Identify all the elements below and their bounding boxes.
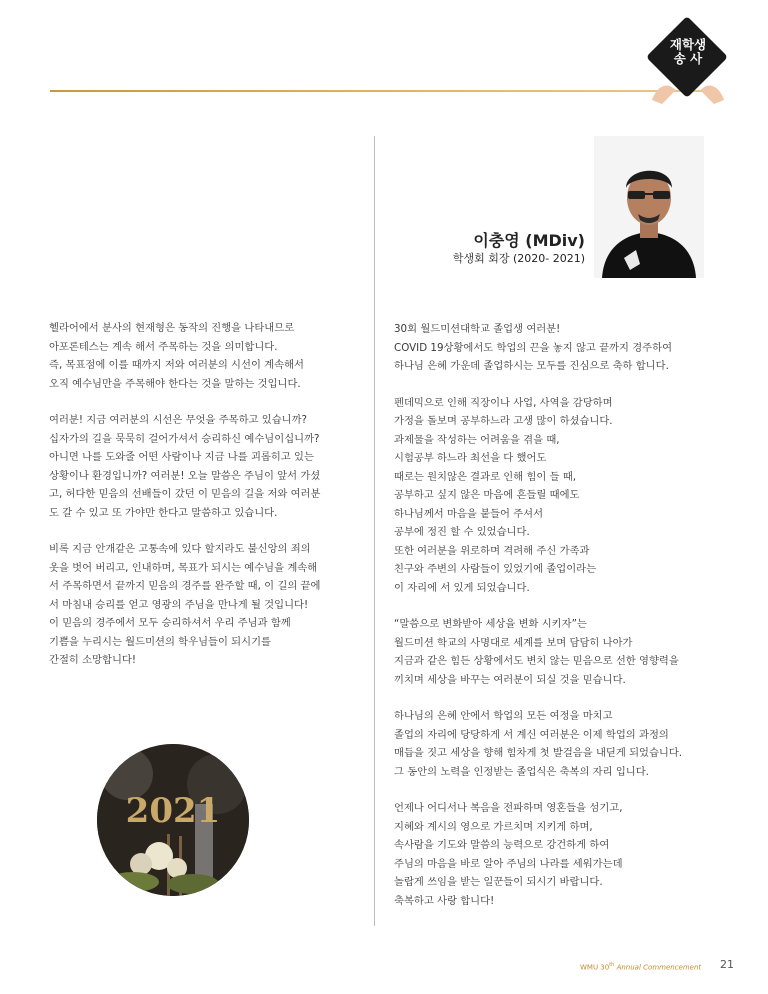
text-line: 30회 월드미션대학교 졸업생 여러분! <box>394 323 561 335</box>
paragraph <box>394 615 714 689</box>
text-line: 십자가의 길을 묵묵히 걸어가셔서 승리하신 예수님이십니까? <box>49 432 320 445</box>
text-line: 또한 여러분을 위로하며 격려해 주신 가족과 <box>394 544 590 557</box>
text-line: 비록 지금 안개같은 고통속에 있다 할지라도 불신앙의 죄의 <box>49 543 311 555</box>
student-portrait <box>594 136 704 278</box>
photo-sign: 2021 <box>125 791 221 831</box>
text-line: 시험공부 하느라 최선을 다 했어도 <box>394 452 547 464</box>
student-name: 이충영 (MDiv) <box>473 231 585 250</box>
text-line: 즉, 목표점에 이를 때까지 저와 여러분의 시선이 계속해서 <box>49 359 304 371</box>
text-line: 헬라어에서 분사의 현재형은 동작의 진행을 나타내므로 <box>49 322 295 334</box>
text-line: 여러분! 지금 여러분의 시선은 무엇을 주목하고 있습니까? <box>49 414 308 426</box>
text-line: 옷을 벗어 버리고, 인내하며, 목표가 되시는 예수님을 계속해 <box>49 561 318 574</box>
student-title: 학생회 회장 (2020- 2021) <box>452 252 585 265</box>
text-line: 상황이나 환경입니까? 여러분! 오늘 말씀은 주님이 앞서 가셨 <box>49 469 321 482</box>
graduation-photo <box>97 744 249 896</box>
text-line: 오직 예수님만을 주목해야 한다는 것을 말하는 것입니다. <box>49 377 301 390</box>
text-line: 속사람을 기도와 말씀의 능력으로 강건하게 하여 <box>394 839 610 851</box>
text-line: 친구와 주변의 사람들이 있었기에 졸업이라는 <box>394 563 597 575</box>
footer-suffix: Annual Commencement <box>614 963 702 972</box>
text-line: 하나님의 은혜 안에서 학업의 모든 여정을 마치고 <box>394 710 613 722</box>
text-line: 매듭을 짓고 세상을 향해 힘차게 첫 발걸음을 내딛게 되었습니다. <box>394 747 683 759</box>
text-line: 하나님 은혜 가운데 졸업하시는 모두를 진심으로 축하 합니다. <box>394 360 669 372</box>
text-line: 아니면 나를 도와줄 어떤 사람이나 지금 나를 괴롭히고 있는 <box>49 451 314 463</box>
text-line: 도 갈 수 있고 또 가야만 한다고 말씀하고 있습니다. <box>49 506 278 519</box>
text-line: 월드미션 학교의 사명대로 세계를 보며 담담히 나아가 <box>394 636 633 649</box>
text-line: 공부하고 싶지 않은 마음에 흔들릴 때에도 <box>394 489 580 501</box>
text-line: 하나님께서 마음을 붙들어 주셔서 <box>394 507 544 520</box>
text-line: 과제물을 작성하는 어려움을 겪을 때, <box>394 433 560 446</box>
right-column <box>394 320 714 928</box>
badge-text <box>646 38 730 66</box>
text-line: COVID 19상황에서도 학업의 끈을 놓지 않고 끝까지 경주하여 <box>394 341 673 354</box>
section-badge <box>646 16 730 100</box>
text-line: 펜데믹으로 인해 직장이나 사업, 사역을 감당하며 <box>394 396 613 409</box>
page-footer <box>580 958 734 972</box>
paragraph <box>394 320 714 376</box>
text-line: 기쁨을 누리시는 월드미션의 학우님들이 되시기를 <box>49 635 271 648</box>
text-line: 졸업의 자리에 당당하게 서 계신 여러분은 이제 학업의 과정의 <box>394 728 669 741</box>
paragraph <box>394 707 714 781</box>
text-line: 고, 허다한 믿음의 선배들이 갔던 이 믿음의 길을 저와 여러분 <box>49 488 321 500</box>
text-line: 끼치며 세상을 바꾸는 여러분이 되실 것을 믿습니다. <box>394 673 626 686</box>
paragraph <box>394 394 714 598</box>
column-divider <box>374 136 375 926</box>
paragraph <box>49 540 359 670</box>
text-line: 이 믿음의 경주에서 모두 승리하셔서 우리 주님과 함께 <box>49 617 291 629</box>
text-line: 서 마침내 승리를 얻고 영광의 주님을 만나게 될 것입니다! <box>49 598 309 611</box>
text-line: “말씀으로 변화받아 세상을 변화 시키자”는 <box>394 618 587 630</box>
badge-line1: 재학생 <box>669 37 707 52</box>
text-line: 놀랍게 쓰임을 받는 일꾼들이 되시기 바랍니다. <box>394 876 603 888</box>
text-line: 축복하고 사랑 합니다! <box>394 894 495 907</box>
page-number: 21 <box>720 958 734 971</box>
text-line: 지혜와 계시의 영으로 가르치며 지키게 하며, <box>394 820 593 833</box>
text-line: 아포론테스는 계속 해서 주목하는 것을 의미합니다. <box>49 340 278 353</box>
paragraph <box>49 411 359 522</box>
text-line: 지금과 같은 힘든 상황에서도 변치 않는 믿음으로 선한 영향력을 <box>394 655 679 667</box>
text-line: 공부에 정진 할 수 있었습니다. <box>394 526 530 538</box>
left-column <box>49 319 359 688</box>
text-line: 주님의 마음을 바로 알아 주님의 나라를 세워가는데 <box>394 857 623 870</box>
header-rule <box>50 90 710 92</box>
paragraph <box>49 319 359 393</box>
text-line: 가정을 돌보며 공부하느라 고생 많이 하셨습니다. <box>394 415 613 427</box>
text-line: 때로는 원치않은 결과로 인해 힘이 들 때, <box>394 470 577 483</box>
paragraph <box>394 799 714 910</box>
hands-icon <box>646 70 730 106</box>
text-line: 이 자리에 서 있게 되었습니다. <box>394 581 530 594</box>
footer-sup: th <box>609 962 615 968</box>
text-line: 간절히 소망합니다! <box>49 654 136 666</box>
footer-prefix: WMU 30 <box>580 963 610 972</box>
text-line: 그 동안의 노력을 인정받는 졸업식은 축복의 자리 입니다. <box>394 765 649 778</box>
badge-line2: 송 사 <box>673 51 703 66</box>
text-line: 언제나 어디서나 복음을 전파하며 영혼들을 섬기고, <box>394 802 623 814</box>
text-line: 서 주목하면서 끝까지 믿음의 경주를 완주할 때, 이 길의 끝에 <box>49 580 321 592</box>
